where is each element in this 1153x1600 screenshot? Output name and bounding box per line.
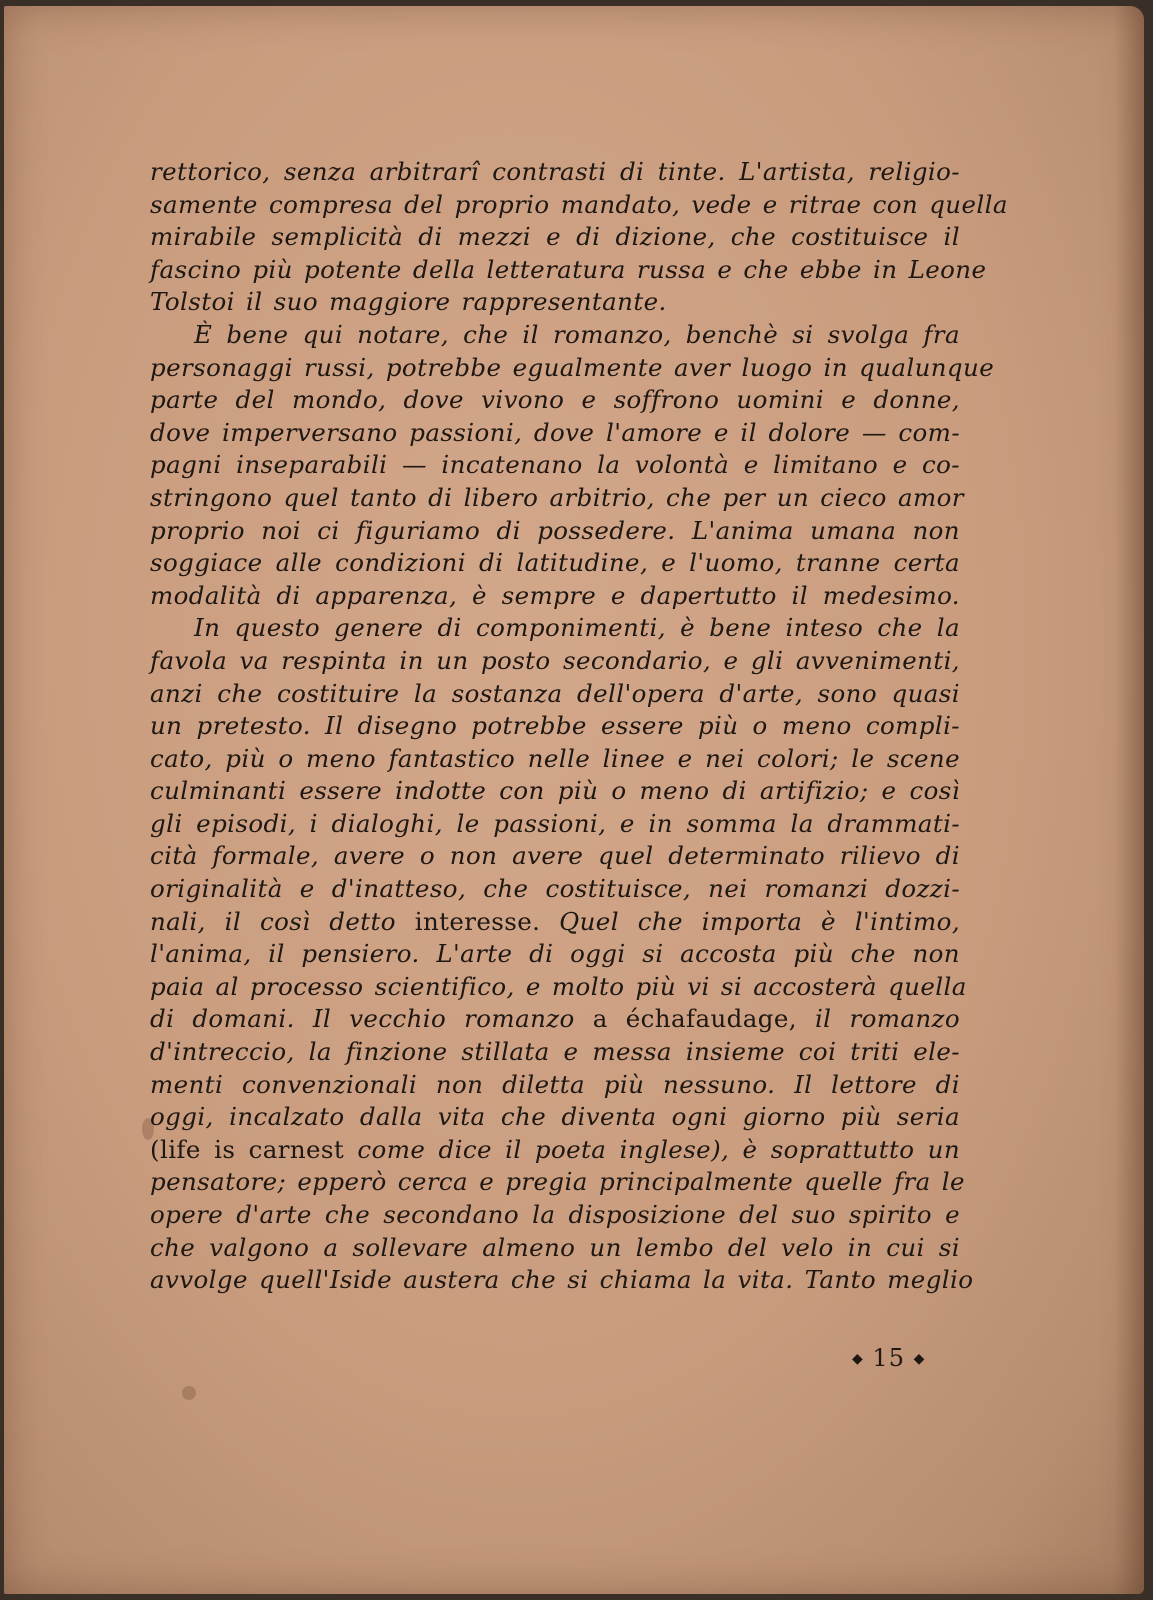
text-line: avvolge quell'Iside austera che si chiama la vita. Tanto meglio [150,1265,974,1295]
text-line: che valgono a sollevare almeno un lembo del velo in cui si [150,1232,960,1262]
text-line: stringono quel tanto di libero arbitrio, che per un cieco amor [150,482,964,512]
paragraph-first-line: In questo genere di componimenti, è bene inteso che la [194,613,960,643]
text-line: oggi, incalzato dalla vita che diventa ogni giorno più seria [150,1102,960,1132]
diamond-ornament-icon: ◆ [913,1351,926,1367]
text-line: d'intreccio, la finzione stillata e messa insieme coi triti ele- [150,1037,960,1067]
text-line: l'anima, il pensiero. L'arte di oggi si accosta più che non [150,939,960,969]
text-line: anzi che costituire la sostanza dell'opera d'arte, sono quasi [150,678,960,708]
text-line: originalità e d'inatteso, che costituisce, nei romanzi dozzi- [150,874,960,904]
text-line: menti convenzionali non diletta più nessuno. Il lettore di [150,1069,960,1099]
text-segment: come dice il poeta inglese), è soprattutto un [344,1134,960,1164]
paragraph-first-line: È bene qui notare, che il romanzo, benchè si svolga fra [194,319,960,349]
text-segment: Quel che importa è l'intimo, [540,906,961,936]
text-line: parte del mondo, dove vivono e soffrono uomini e donne, [150,385,960,415]
book-page [4,6,1144,1594]
text-line: samente compresa del proprio mandato, vede e ritrae con quella [150,189,1008,219]
text-segment: il romanzo [796,1004,960,1034]
upright-text: interesse. [414,906,541,936]
text-segment: nali, il così detto [150,906,415,936]
text-line: paia al processo scientifico, e molto più vi si accosterà quella [150,971,967,1001]
text-line: favola va respinta in un posto secondario, e gli avvenimenti, [150,645,960,675]
text-line: proprio noi ci figuriamo di possedere. L'anima umana non [150,515,960,545]
text-line: pagni inseparabili — incatenano la volontà e limitano e co- [150,450,960,480]
text-line: dove imperversano passioni, dove l'amore e il dolore — com- [150,417,960,447]
text-line: un pretesto. Il disegno potrebbe essere più o meno compli- [150,711,960,741]
text-line: cato, più o meno fantastico nelle linee e nei colori; le scene [150,743,960,773]
text-line: soggiace alle condizioni di latitudine, e l'uomo, tranne certa [150,548,960,578]
text-line: Tolstoi il suo maggiore rappresentante. [150,287,667,317]
text-line [150,906,960,939]
text-line: gli episodi, i dialoghi, le passioni, e in somma la drammati- [150,808,960,838]
paper-stain [182,1386,196,1400]
text-segment: di domani. Il vecchio romanzo [150,1004,593,1034]
text-line: cità formale, avere o non avere quel determinato rilievo di [150,841,960,871]
page-number [852,1344,925,1372]
text-line: rettorico, senza arbitrarî contrasti di tinte. L'artista, religio- [150,157,960,186]
page-number-value: 15 [872,1344,905,1372]
text-line: culminanti essere indotte con più o meno di artifizio; e così [150,776,960,806]
upright-text: a échafaudage, [592,1004,797,1034]
upright-text: (life is carnest [150,1134,345,1164]
text-line [150,1134,960,1167]
text-line [150,1003,960,1036]
text-line: mirabile semplicità di mezzi e di dizione, che costituisce il [150,222,960,252]
body-text [150,156,1008,1297]
text-line: modalità di apparenza, è sempre e dapertutto il medesimo. [150,580,960,610]
text-line: pensatore; epperò cerca e pregia principalmente quelle fra le [150,1167,965,1197]
text-line: opere d'arte che secondano la disposizione del suo spirito e [150,1200,960,1229]
text-line: personaggi russi, potrebbe egualmente aver luogo in qualunque [150,352,995,382]
text-line: fascino più potente della letteratura russa e che ebbe in Leone [150,254,987,284]
diamond-ornament-icon: ◆ [852,1351,864,1367]
